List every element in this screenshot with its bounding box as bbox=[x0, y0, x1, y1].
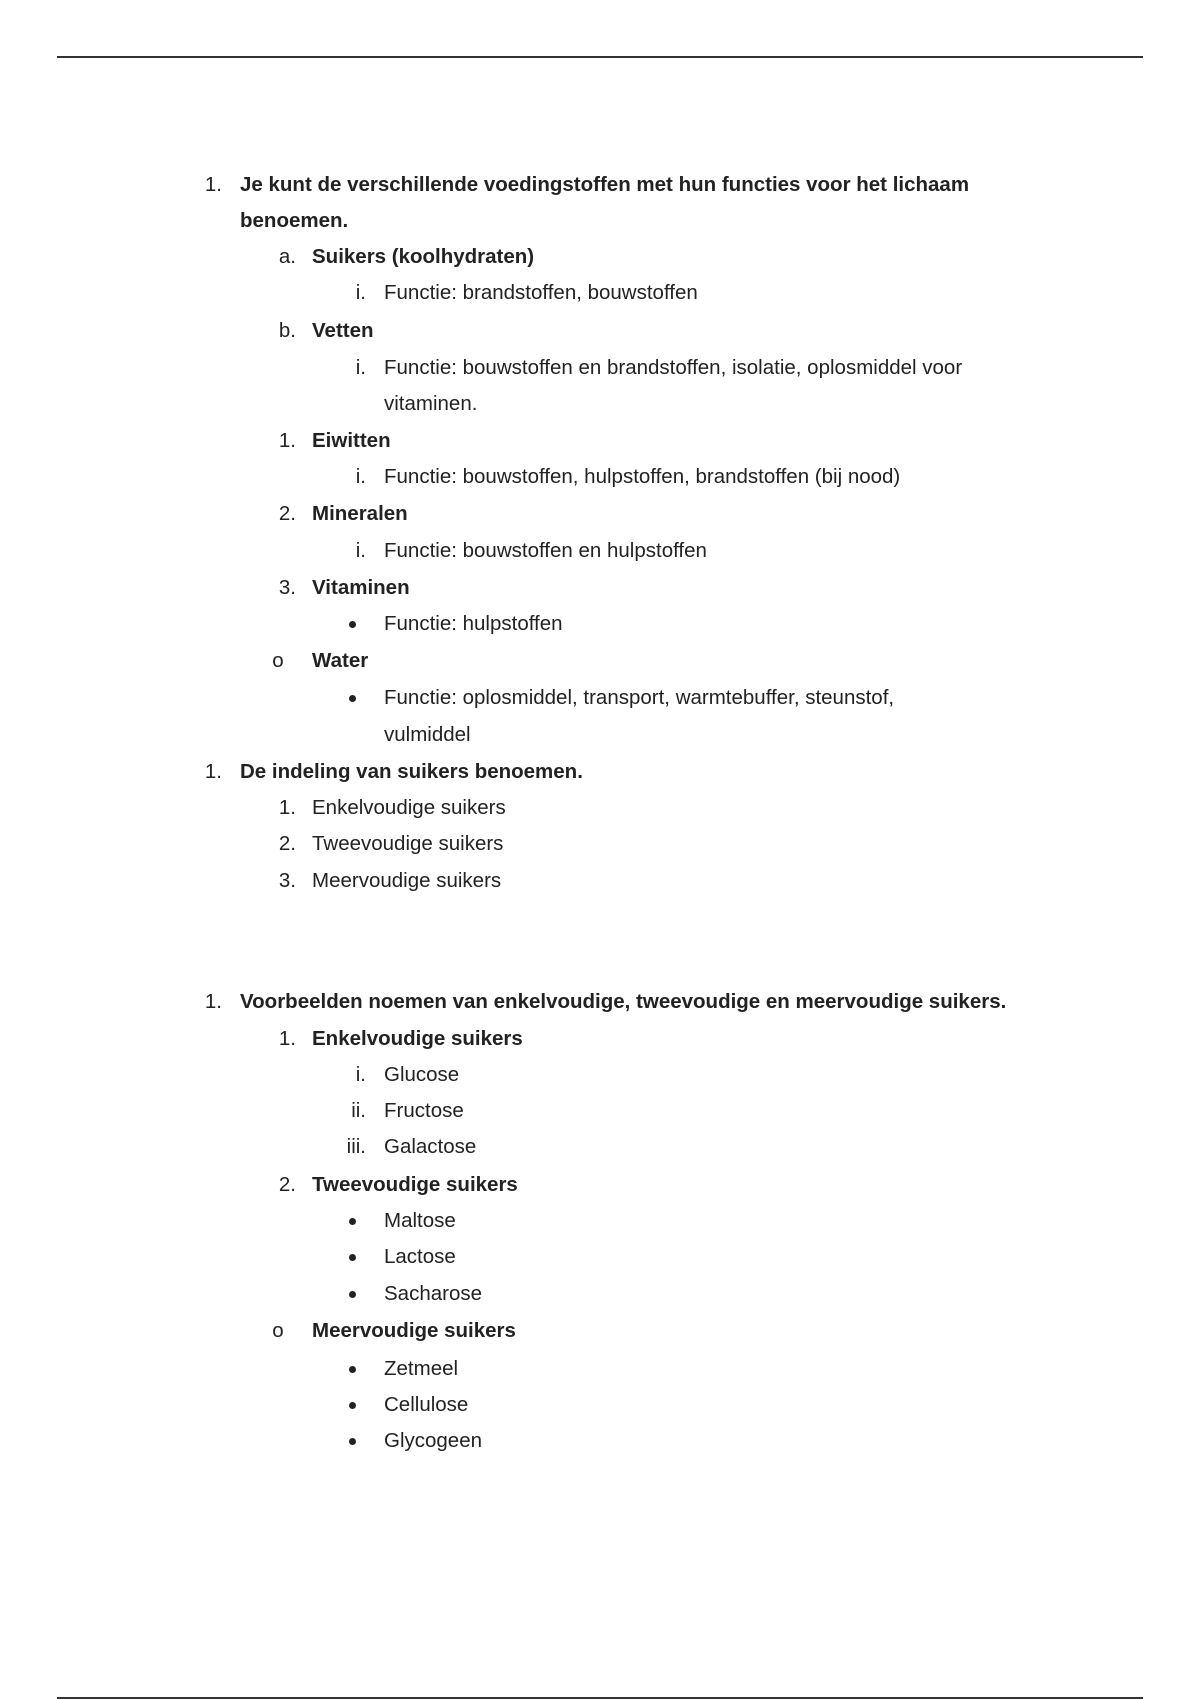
sublist-item: Functie: bouwstoffen en hulpstoffen bbox=[384, 539, 707, 562]
list-marker: 2. bbox=[278, 502, 296, 525]
section-marker: 1. bbox=[204, 760, 222, 783]
list-item: Tweevoudige suikers bbox=[312, 832, 504, 855]
sublist-marker: i. bbox=[355, 539, 366, 562]
list-item-title: Tweevoudige suikers bbox=[312, 1173, 518, 1196]
sublist-item: Glucose bbox=[384, 1063, 460, 1086]
list-marker: 3. bbox=[278, 576, 296, 599]
sublist-item: Functie: hulpstoffen bbox=[384, 612, 563, 635]
list-marker: 2. bbox=[278, 832, 296, 855]
list-marker: 1. bbox=[278, 796, 296, 819]
sublist-marker: i. bbox=[355, 1063, 366, 1086]
bullet-icon bbox=[349, 1402, 356, 1409]
list-item-title: Eiwitten bbox=[312, 429, 391, 452]
footer-rule bbox=[57, 1697, 1143, 1699]
bullet-icon bbox=[349, 1254, 356, 1261]
list-item-title: Vetten bbox=[312, 319, 374, 342]
sublist-item: Lactose bbox=[384, 1245, 456, 1268]
list-item: Enkelvoudige suikers bbox=[312, 796, 506, 819]
section-marker: 1. bbox=[204, 990, 222, 1013]
sublist-marker: iii. bbox=[346, 1135, 366, 1158]
section-marker: 1. bbox=[204, 173, 222, 196]
bullet-icon bbox=[349, 695, 356, 702]
list-item-title: Water bbox=[312, 649, 369, 672]
section-heading-cont: benoemen. bbox=[240, 209, 349, 232]
sublist-item: Zetmeel bbox=[384, 1357, 459, 1380]
list-item-title: Mineralen bbox=[312, 502, 408, 525]
list-marker: o bbox=[272, 649, 284, 672]
sublist-item: Functie: bouwstoffen, hulpstoffen, brandstoffen (bij nood) bbox=[384, 465, 901, 488]
sublist-item: Functie: bouwstoffen en brandstoffen, isolatie, oplosmiddel voor bbox=[384, 356, 963, 379]
bullet-icon bbox=[349, 1438, 356, 1445]
list-marker: 1. bbox=[278, 1027, 296, 1050]
list-item-title: Suikers (koolhydraten) bbox=[312, 245, 535, 268]
list-item: Meervoudige suikers bbox=[312, 869, 502, 892]
sublist-item-cont: vitaminen. bbox=[384, 392, 478, 415]
sublist-item: Functie: oplosmiddel, transport, warmtebuffer, steunstof, bbox=[384, 686, 895, 709]
list-item-title: Meervoudige suikers bbox=[312, 1319, 516, 1342]
list-item-title: Vitaminen bbox=[312, 576, 410, 599]
list-item-title: Enkelvoudige suikers bbox=[312, 1027, 523, 1050]
sublist-item: Sacharose bbox=[384, 1282, 483, 1305]
list-marker: o bbox=[272, 1319, 284, 1342]
header-rule bbox=[57, 56, 1143, 58]
bullet-icon bbox=[349, 1291, 356, 1298]
sublist-item: Fructose bbox=[384, 1099, 464, 1122]
section-heading: Voorbeelden noemen van enkelvoudige, tweevoudige en meervoudige suikers. bbox=[240, 990, 1007, 1013]
bullet-icon bbox=[349, 1218, 356, 1225]
bullet-icon bbox=[349, 1366, 356, 1373]
list-marker: a. bbox=[278, 245, 296, 268]
list-marker: 1. bbox=[278, 429, 296, 452]
sublist-item-cont: vulmiddel bbox=[384, 723, 471, 746]
sublist-marker: i. bbox=[355, 356, 366, 379]
sublist-item: Maltose bbox=[384, 1209, 456, 1232]
sublist-item: Functie: brandstoffen, bouwstoffen bbox=[384, 281, 698, 304]
sublist-item: Glycogeen bbox=[384, 1429, 483, 1452]
section-heading: De indeling van suikers benoemen. bbox=[240, 760, 583, 783]
sublist-marker: i. bbox=[355, 281, 366, 304]
list-marker: 3. bbox=[278, 869, 296, 892]
sublist-item: Galactose bbox=[384, 1135, 477, 1158]
sublist-marker: i. bbox=[355, 465, 366, 488]
list-marker: b. bbox=[278, 319, 296, 342]
sublist-marker: ii. bbox=[351, 1099, 366, 1122]
sublist-item: Cellulose bbox=[384, 1393, 469, 1416]
list-marker: 2. bbox=[278, 1173, 296, 1196]
bullet-icon bbox=[349, 621, 356, 628]
section-heading: Je kunt de verschillende voedingstoffen met hun functies voor het lichaam bbox=[240, 173, 970, 196]
